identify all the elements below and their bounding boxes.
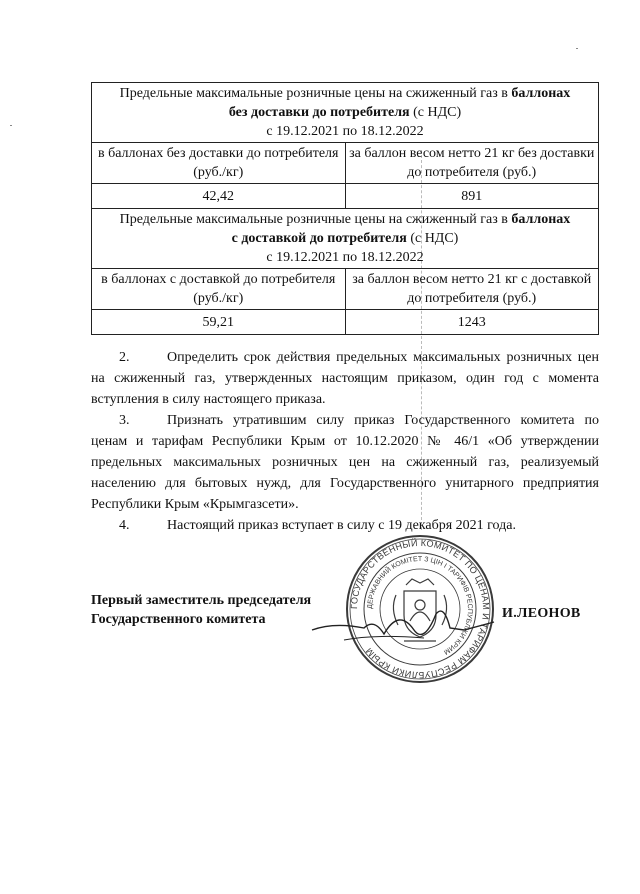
table-row: [92, 83, 599, 143]
price-value: 59,21: [92, 310, 346, 335]
header-bold-text: баллонах: [511, 212, 571, 227]
price-value: 891: [345, 184, 599, 209]
signatory-title-line: Первый заместитель председателя: [91, 593, 312, 608]
paragraph-text: Признать утратившим силу приказ Государственного комитета по ценам и тарифам Республики Крым от 10.12.2020 № 46/1 «Об утверждении предельных максимальных розничных цен на сжиженный газ, реализуемый населению для бытовых нужд, для Государственного унитарного предприятия Республики Крым «Крымгазсети».: [91, 413, 599, 512]
seal-inner-text: ДЕРЖАВНИЙ КОМІТЕТ З ЦІН І ТАРИФІВ РЕСПУБЛІКИ КРИМ: [366, 555, 474, 656]
period-text: с 19.12.2021 по 18.12.2022: [266, 250, 424, 265]
table-row: [92, 269, 599, 310]
table-row: [92, 184, 599, 209]
paragraph-number: 3.: [119, 413, 130, 428]
header-bold-text: без доставки до потребителя: [228, 105, 410, 120]
table-row: [92, 209, 599, 269]
paragraph-3: [91, 410, 599, 515]
header-text: (с НДС): [406, 231, 459, 246]
paragraph-text: Настоящий приказ вступает в силу с 19 декабря 2021 года.: [167, 518, 516, 533]
header-bold-text: с доставкой до потребителя: [231, 231, 407, 246]
column-label: за баллон весом нетто 21 кг без доставки до потребителя (руб.): [345, 143, 599, 184]
signatory-title: [91, 591, 321, 629]
price-table: [91, 82, 599, 335]
price-value: 1243: [345, 310, 599, 335]
signatory-name: И.ЛЕОНОВ: [502, 606, 581, 621]
paragraph-number: 4.: [119, 518, 130, 533]
scan-speck: [576, 48, 578, 49]
header-text: (с НДС): [409, 105, 462, 120]
column-label: за баллон весом нетто 21 кг с доставкой до потребителя (руб.): [345, 269, 599, 310]
price-value: 42,42: [92, 184, 346, 209]
order-paragraphs: [91, 347, 599, 536]
handwritten-signature: [304, 600, 504, 650]
table-row: [92, 143, 599, 184]
column-label: в баллонах с доставкой до потребителя (руб./кг): [92, 269, 346, 310]
section-header: [92, 209, 599, 269]
paragraph-number: 2.: [119, 350, 130, 365]
scan-speck: [10, 125, 12, 126]
paragraph-text: Определить срок действия предельных максимальных розничных цен на сжиженный газ, утвержденных настоящим приказом, один год с момента вступления в силу настоящего приказа.: [91, 350, 599, 407]
header-text: Предельные максимальные розничные цены на сжиженный газ в: [119, 212, 512, 227]
table-row: [92, 310, 599, 335]
column-label: в баллонах без доставки до потребителя (руб./кг): [92, 143, 346, 184]
section-header: [92, 83, 599, 143]
period-text: с 19.12.2021 по 18.12.2022: [266, 124, 424, 139]
signatory-title-line: Государственного комитета: [91, 612, 266, 627]
header-text: Предельные максимальные розничные цены на сжиженный газ в: [119, 86, 512, 101]
scan-fold-line: [421, 150, 422, 530]
seal-outer-text: ГОСУДАРСТВЕННЫЙ КОМИТЕТ ПО ЦЕНАМ И ТАРИФАМ РЕСПУБЛИКИ КРЫМ: [348, 537, 492, 681]
paragraph-2: [91, 347, 599, 410]
header-bold-text: баллонах: [511, 86, 571, 101]
